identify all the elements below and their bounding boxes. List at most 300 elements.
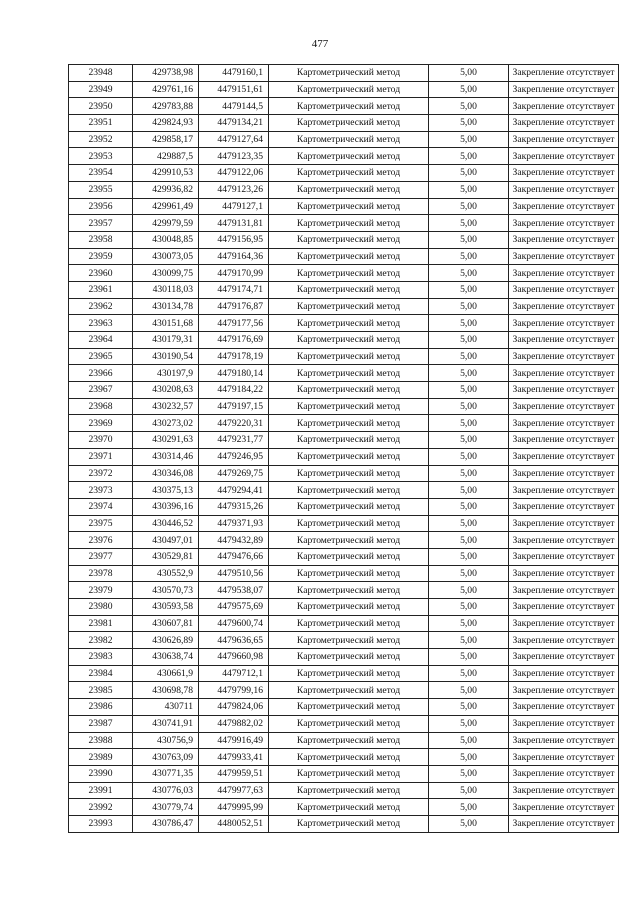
accuracy-cell: 5,00 (429, 782, 509, 799)
fixing-cell: Закрепление отсутствует (509, 415, 619, 432)
fixing-cell: Закрепление отсутствует (509, 215, 619, 232)
accuracy-cell: 5,00 (429, 265, 509, 282)
fixing-cell: Закрепление отсутствует (509, 315, 619, 332)
point-number-cell: 23954 (69, 165, 133, 182)
method-cell: Картометрический метод (269, 365, 429, 382)
point-number-cell: 23966 (69, 365, 133, 382)
table-row (69, 332, 619, 349)
x-coordinate-cell: 430552,9 (133, 565, 199, 582)
point-number-cell: 23957 (69, 215, 133, 232)
method-cell: Картометрический метод (269, 732, 429, 749)
x-coordinate-cell: 430661,9 (133, 665, 199, 682)
table-row (69, 732, 619, 749)
method-cell: Картометрический метод (269, 465, 429, 482)
method-cell: Картометрический метод (269, 65, 429, 82)
method-cell: Картометрический метод (269, 115, 429, 132)
point-number-cell: 23960 (69, 265, 133, 282)
accuracy-cell: 5,00 (429, 332, 509, 349)
fixing-cell: Закрепление отсутствует (509, 298, 619, 315)
x-coordinate-cell: 430607,81 (133, 615, 199, 632)
accuracy-cell: 5,00 (429, 799, 509, 816)
method-cell: Картометрический метод (269, 382, 429, 399)
x-coordinate-cell: 430711 (133, 699, 199, 716)
table-row (69, 281, 619, 298)
point-number-cell: 23972 (69, 465, 133, 482)
x-coordinate-cell: 430099,75 (133, 265, 199, 282)
method-cell: Картометрический метод (269, 765, 429, 782)
table-row (69, 665, 619, 682)
accuracy-cell: 5,00 (429, 715, 509, 732)
method-cell: Картометрический метод (269, 265, 429, 282)
table-row (69, 649, 619, 666)
method-cell: Картометрический метод (269, 231, 429, 248)
accuracy-cell: 5,00 (429, 281, 509, 298)
method-cell: Картометрический метод (269, 682, 429, 699)
fixing-cell: Закрепление отсутствует (509, 482, 619, 499)
point-number-cell: 23989 (69, 749, 133, 766)
point-number-cell: 23974 (69, 498, 133, 515)
fixing-cell: Закрепление отсутствует (509, 448, 619, 465)
accuracy-cell: 5,00 (429, 365, 509, 382)
y-coordinate-cell: 4479122,06 (199, 165, 269, 182)
point-number-cell: 23982 (69, 632, 133, 649)
table-row (69, 81, 619, 98)
accuracy-cell: 5,00 (429, 665, 509, 682)
y-coordinate-cell: 4479180,14 (199, 365, 269, 382)
table-row (69, 465, 619, 482)
accuracy-cell: 5,00 (429, 348, 509, 365)
x-coordinate-cell: 430208,63 (133, 382, 199, 399)
y-coordinate-cell: 4479371,93 (199, 515, 269, 532)
accuracy-cell: 5,00 (429, 649, 509, 666)
table-row (69, 799, 619, 816)
fixing-cell: Закрепление отсутствует (509, 131, 619, 148)
method-cell: Картометрический метод (269, 198, 429, 215)
point-number-cell: 23992 (69, 799, 133, 816)
table-body (69, 65, 619, 833)
method-cell: Картометрический метод (269, 165, 429, 182)
y-coordinate-cell: 4479174,71 (199, 281, 269, 298)
method-cell: Картометрический метод (269, 415, 429, 432)
y-coordinate-cell: 4479294,41 (199, 482, 269, 499)
table-row (69, 398, 619, 415)
accuracy-cell: 5,00 (429, 432, 509, 449)
x-coordinate-cell: 430497,01 (133, 532, 199, 549)
accuracy-cell: 5,00 (429, 515, 509, 532)
method-cell: Картометрический метод (269, 632, 429, 649)
method-cell: Картометрический метод (269, 482, 429, 499)
fixing-cell: Закрепление отсутствует (509, 765, 619, 782)
x-coordinate-cell: 430698,78 (133, 682, 199, 699)
x-coordinate-cell: 429824,93 (133, 115, 199, 132)
fixing-cell: Закрепление отсутствует (509, 649, 619, 666)
y-coordinate-cell: 4479127,64 (199, 131, 269, 148)
accuracy-cell: 5,00 (429, 582, 509, 599)
point-number-cell: 23976 (69, 532, 133, 549)
method-cell: Картометрический метод (269, 348, 429, 365)
method-cell: Картометрический метод (269, 582, 429, 599)
fixing-cell: Закрепление отсутствует (509, 465, 619, 482)
y-coordinate-cell: 4479476,66 (199, 548, 269, 565)
y-coordinate-cell: 4479432,89 (199, 532, 269, 549)
y-coordinate-cell: 4479184,22 (199, 382, 269, 399)
y-coordinate-cell: 4479712,1 (199, 665, 269, 682)
y-coordinate-cell: 4479123,26 (199, 181, 269, 198)
accuracy-cell: 5,00 (429, 165, 509, 182)
fixing-cell: Закрепление отсутствует (509, 181, 619, 198)
point-number-cell: 23961 (69, 281, 133, 298)
accuracy-cell: 5,00 (429, 181, 509, 198)
y-coordinate-cell: 4479269,75 (199, 465, 269, 482)
table-row (69, 699, 619, 716)
table-row (69, 815, 619, 832)
point-number-cell: 23979 (69, 582, 133, 599)
x-coordinate-cell: 429858,17 (133, 131, 199, 148)
method-cell: Картометрический метод (269, 98, 429, 115)
table-row (69, 248, 619, 265)
point-number-cell: 23980 (69, 599, 133, 616)
page-number: 477 (311, 38, 329, 50)
fixing-cell: Закрепление отсутствует (509, 115, 619, 132)
x-coordinate-cell: 430190,54 (133, 348, 199, 365)
fixing-cell: Закрепление отсутствует (509, 198, 619, 215)
table-row (69, 565, 619, 582)
method-cell: Картометрический метод (269, 448, 429, 465)
fixing-cell: Закрепление отсутствует (509, 548, 619, 565)
x-coordinate-cell: 430741,91 (133, 715, 199, 732)
x-coordinate-cell: 430626,89 (133, 632, 199, 649)
table-row (69, 231, 619, 248)
table-row (69, 198, 619, 215)
point-number-cell: 23963 (69, 315, 133, 332)
point-number-cell: 23959 (69, 248, 133, 265)
method-cell: Картометрический метод (269, 799, 429, 816)
fixing-cell: Закрепление отсутствует (509, 582, 619, 599)
point-number-cell: 23950 (69, 98, 133, 115)
table-row (69, 365, 619, 382)
accuracy-cell: 5,00 (429, 215, 509, 232)
accuracy-cell: 5,00 (429, 398, 509, 415)
point-number-cell: 23991 (69, 782, 133, 799)
y-coordinate-cell: 4479315,26 (199, 498, 269, 515)
table-row (69, 615, 619, 632)
y-coordinate-cell: 4479176,87 (199, 298, 269, 315)
accuracy-cell: 5,00 (429, 415, 509, 432)
y-coordinate-cell: 4479170,99 (199, 265, 269, 282)
fixing-cell: Закрепление отсутствует (509, 732, 619, 749)
table-row (69, 582, 619, 599)
y-coordinate-cell: 4479220,31 (199, 415, 269, 432)
fixing-cell: Закрепление отсутствует (509, 332, 619, 349)
table-row (69, 115, 619, 132)
table-row (69, 382, 619, 399)
method-cell: Картометрический метод (269, 398, 429, 415)
x-coordinate-cell: 429910,53 (133, 165, 199, 182)
table-row (69, 148, 619, 165)
method-cell: Картометрический метод (269, 248, 429, 265)
method-cell: Картометрический метод (269, 532, 429, 549)
y-coordinate-cell: 4479575,69 (199, 599, 269, 616)
x-coordinate-cell: 429738,98 (133, 65, 199, 82)
x-coordinate-cell: 430346,08 (133, 465, 199, 482)
y-coordinate-cell: 4479177,56 (199, 315, 269, 332)
method-cell: Картометрический метод (269, 148, 429, 165)
x-coordinate-cell: 430529,81 (133, 548, 199, 565)
accuracy-cell: 5,00 (429, 315, 509, 332)
fixing-cell: Закрепление отсутствует (509, 799, 619, 816)
point-number-cell: 23993 (69, 815, 133, 832)
method-cell: Картометрический метод (269, 498, 429, 515)
method-cell: Картометрический метод (269, 615, 429, 632)
x-coordinate-cell: 430771,35 (133, 765, 199, 782)
accuracy-cell: 5,00 (429, 131, 509, 148)
method-cell: Картометрический метод (269, 749, 429, 766)
accuracy-cell: 5,00 (429, 248, 509, 265)
y-coordinate-cell: 4479636,65 (199, 632, 269, 649)
table-row (69, 348, 619, 365)
fixing-cell: Закрепление отсутствует (509, 65, 619, 82)
table-row (69, 498, 619, 515)
table-row (69, 315, 619, 332)
x-coordinate-cell: 430786,47 (133, 815, 199, 832)
accuracy-cell: 5,00 (429, 765, 509, 782)
point-number-cell: 23985 (69, 682, 133, 699)
table-row (69, 181, 619, 198)
point-number-cell: 23990 (69, 765, 133, 782)
table-row (69, 532, 619, 549)
accuracy-cell: 5,00 (429, 632, 509, 649)
table-row (69, 448, 619, 465)
table-row (69, 165, 619, 182)
accuracy-cell: 5,00 (429, 148, 509, 165)
accuracy-cell: 5,00 (429, 532, 509, 549)
y-coordinate-cell: 4479882,02 (199, 715, 269, 732)
fixing-cell: Закрепление отсутствует (509, 231, 619, 248)
coordinates-table (68, 64, 619, 833)
y-coordinate-cell: 4480052,51 (199, 815, 269, 832)
x-coordinate-cell: 430273,02 (133, 415, 199, 432)
accuracy-cell: 5,00 (429, 498, 509, 515)
point-number-cell: 23964 (69, 332, 133, 349)
accuracy-cell: 5,00 (429, 815, 509, 832)
point-number-cell: 23986 (69, 699, 133, 716)
y-coordinate-cell: 4479538,07 (199, 582, 269, 599)
table-row (69, 682, 619, 699)
table-row (69, 265, 619, 282)
method-cell: Картометрический метод (269, 215, 429, 232)
point-number-cell: 23948 (69, 65, 133, 82)
method-cell: Картометрический метод (269, 715, 429, 732)
x-coordinate-cell: 430756,9 (133, 732, 199, 749)
fixing-cell: Закрепление отсутствует (509, 682, 619, 699)
point-number-cell: 23965 (69, 348, 133, 365)
x-coordinate-cell: 430073,05 (133, 248, 199, 265)
x-coordinate-cell: 429961,49 (133, 198, 199, 215)
y-coordinate-cell: 4479164,36 (199, 248, 269, 265)
fixing-cell: Закрепление отсутствует (509, 148, 619, 165)
accuracy-cell: 5,00 (429, 548, 509, 565)
point-number-cell: 23981 (69, 615, 133, 632)
x-coordinate-cell: 429761,16 (133, 81, 199, 98)
method-cell: Картометрический метод (269, 181, 429, 198)
fixing-cell: Закрепление отсутствует (509, 248, 619, 265)
table-row (69, 298, 619, 315)
table-row (69, 749, 619, 766)
accuracy-cell: 5,00 (429, 382, 509, 399)
fixing-cell: Закрепление отсутствует (509, 382, 619, 399)
table-row (69, 515, 619, 532)
y-coordinate-cell: 4479127,1 (199, 198, 269, 215)
y-coordinate-cell: 4479144,5 (199, 98, 269, 115)
point-number-cell: 23968 (69, 398, 133, 415)
table-row (69, 599, 619, 616)
x-coordinate-cell: 430232,57 (133, 398, 199, 415)
method-cell: Картометрический метод (269, 665, 429, 682)
accuracy-cell: 5,00 (429, 198, 509, 215)
accuracy-cell: 5,00 (429, 749, 509, 766)
point-number-cell: 23958 (69, 231, 133, 248)
accuracy-cell: 5,00 (429, 565, 509, 582)
point-number-cell: 23955 (69, 181, 133, 198)
y-coordinate-cell: 4479160,1 (199, 65, 269, 82)
point-number-cell: 23973 (69, 482, 133, 499)
x-coordinate-cell: 429936,82 (133, 181, 199, 198)
y-coordinate-cell: 4479977,63 (199, 782, 269, 799)
method-cell: Картометрический метод (269, 565, 429, 582)
point-number-cell: 23956 (69, 198, 133, 215)
y-coordinate-cell: 4479123,35 (199, 148, 269, 165)
x-coordinate-cell: 430776,03 (133, 782, 199, 799)
x-coordinate-cell: 430197,9 (133, 365, 199, 382)
y-coordinate-cell: 4479131,81 (199, 215, 269, 232)
y-coordinate-cell: 4479959,51 (199, 765, 269, 782)
fixing-cell: Закрепление отсутствует (509, 81, 619, 98)
fixing-cell: Закрепление отсутствует (509, 615, 619, 632)
point-number-cell: 23967 (69, 382, 133, 399)
x-coordinate-cell: 429979,59 (133, 215, 199, 232)
table-row (69, 131, 619, 148)
x-coordinate-cell: 430151,68 (133, 315, 199, 332)
point-number-cell: 23984 (69, 665, 133, 682)
accuracy-cell: 5,00 (429, 599, 509, 616)
x-coordinate-cell: 430314,46 (133, 448, 199, 465)
y-coordinate-cell: 4479176,69 (199, 332, 269, 349)
x-coordinate-cell: 429783,88 (133, 98, 199, 115)
fixing-cell: Закрепление отсутствует (509, 782, 619, 799)
method-cell: Картометрический метод (269, 699, 429, 716)
accuracy-cell: 5,00 (429, 65, 509, 82)
method-cell: Картометрический метод (269, 281, 429, 298)
y-coordinate-cell: 4479178,19 (199, 348, 269, 365)
method-cell: Картометрический метод (269, 782, 429, 799)
method-cell: Картометрический метод (269, 815, 429, 832)
point-number-cell: 23953 (69, 148, 133, 165)
fixing-cell: Закрепление отсутствует (509, 498, 619, 515)
x-coordinate-cell: 430118,03 (133, 281, 199, 298)
accuracy-cell: 5,00 (429, 682, 509, 699)
table-row (69, 765, 619, 782)
x-coordinate-cell: 430375,13 (133, 482, 199, 499)
fixing-cell: Закрепление отсутствует (509, 281, 619, 298)
fixing-cell: Закрепление отсутствует (509, 815, 619, 832)
point-number-cell: 23949 (69, 81, 133, 98)
accuracy-cell: 5,00 (429, 732, 509, 749)
y-coordinate-cell: 4479134,21 (199, 115, 269, 132)
accuracy-cell: 5,00 (429, 615, 509, 632)
y-coordinate-cell: 4479151,61 (199, 81, 269, 98)
table-row (69, 98, 619, 115)
accuracy-cell: 5,00 (429, 81, 509, 98)
fixing-cell: Закрепление отсутствует (509, 699, 619, 716)
table-row (69, 782, 619, 799)
y-coordinate-cell: 4479246,95 (199, 448, 269, 465)
fixing-cell: Закрепление отсутствует (509, 599, 619, 616)
fixing-cell: Закрепление отсутствует (509, 632, 619, 649)
fixing-cell: Закрепление отсутствует (509, 165, 619, 182)
table-row (69, 715, 619, 732)
accuracy-cell: 5,00 (429, 98, 509, 115)
point-number-cell: 23962 (69, 298, 133, 315)
point-number-cell: 23970 (69, 432, 133, 449)
accuracy-cell: 5,00 (429, 298, 509, 315)
x-coordinate-cell: 430763,09 (133, 749, 199, 766)
fixing-cell: Закрепление отсутствует (509, 398, 619, 415)
y-coordinate-cell: 4479510,56 (199, 565, 269, 582)
y-coordinate-cell: 4479995,99 (199, 799, 269, 816)
fixing-cell: Закрепление отсутствует (509, 532, 619, 549)
y-coordinate-cell: 4479197,15 (199, 398, 269, 415)
table-row (69, 548, 619, 565)
accuracy-cell: 5,00 (429, 448, 509, 465)
accuracy-cell: 5,00 (429, 465, 509, 482)
method-cell: Картометрический метод (269, 315, 429, 332)
y-coordinate-cell: 4479799,16 (199, 682, 269, 699)
method-cell: Картометрический метод (269, 515, 429, 532)
x-coordinate-cell: 430179,31 (133, 332, 199, 349)
y-coordinate-cell: 4479231,77 (199, 432, 269, 449)
table-row (69, 65, 619, 82)
x-coordinate-cell: 430638,74 (133, 649, 199, 666)
fixing-cell: Закрепление отсутствует (509, 365, 619, 382)
method-cell: Картометрический метод (269, 332, 429, 349)
point-number-cell: 23978 (69, 565, 133, 582)
table-row (69, 482, 619, 499)
point-number-cell: 23977 (69, 548, 133, 565)
x-coordinate-cell: 430291,63 (133, 432, 199, 449)
x-coordinate-cell: 430779,74 (133, 799, 199, 816)
accuracy-cell: 5,00 (429, 482, 509, 499)
fixing-cell: Закрепление отсутствует (509, 98, 619, 115)
method-cell: Картометрический метод (269, 131, 429, 148)
point-number-cell: 23975 (69, 515, 133, 532)
table-row (69, 632, 619, 649)
method-cell: Картометрический метод (269, 649, 429, 666)
x-coordinate-cell: 430593,58 (133, 599, 199, 616)
point-number-cell: 23983 (69, 649, 133, 666)
method-cell: Картометрический метод (269, 298, 429, 315)
accuracy-cell: 5,00 (429, 231, 509, 248)
fixing-cell: Закрепление отсутствует (509, 665, 619, 682)
accuracy-cell: 5,00 (429, 699, 509, 716)
x-coordinate-cell: 430134,78 (133, 298, 199, 315)
point-number-cell: 23987 (69, 715, 133, 732)
x-coordinate-cell: 430396,16 (133, 498, 199, 515)
fixing-cell: Закрепление отсутствует (509, 715, 619, 732)
fixing-cell: Закрепление отсутствует (509, 265, 619, 282)
fixing-cell: Закрепление отсутствует (509, 348, 619, 365)
table-row (69, 215, 619, 232)
method-cell: Картометрический метод (269, 548, 429, 565)
